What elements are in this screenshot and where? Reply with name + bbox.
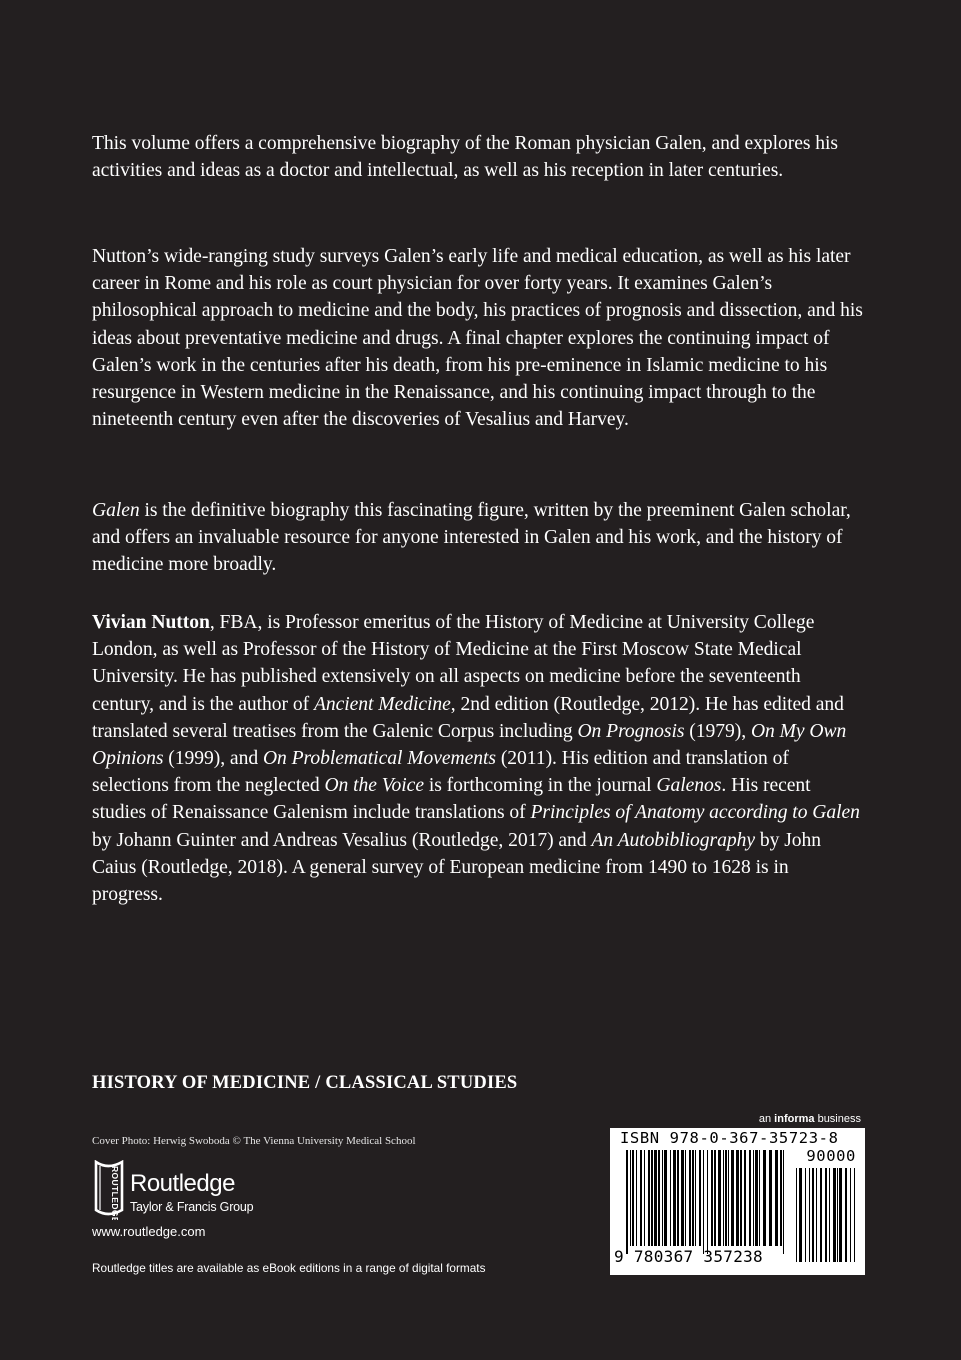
ean-number: 9 780367 357238 bbox=[614, 1247, 763, 1266]
informa-tagline bbox=[759, 1113, 861, 1125]
barcode-bar bbox=[799, 1168, 802, 1262]
bio-text: . His recent studies of Renaissance Galenism include translations of bbox=[92, 775, 811, 824]
publisher-name: Routledge bbox=[130, 1170, 235, 1197]
barcode-bar bbox=[685, 1150, 686, 1246]
barcode-bar bbox=[805, 1168, 806, 1262]
barcode-bar bbox=[812, 1168, 814, 1262]
barcode-bar bbox=[662, 1150, 663, 1246]
publisher-website[interactable]: www.routledge.com bbox=[92, 1224, 206, 1239]
barcode-bar bbox=[775, 1150, 778, 1246]
blurb-text: is the definitive biography this fascinating figure, written by the preeminent Galen scholar, and offers an invaluable resource for anyone interested in Galen and his work, and the history of medicine more broadly. bbox=[92, 500, 851, 576]
barcode-bar bbox=[626, 1150, 628, 1254]
barcode-bar bbox=[837, 1168, 838, 1262]
barcode-bar bbox=[809, 1168, 810, 1262]
work-title: On My Own Opinions bbox=[92, 720, 847, 770]
barcode-bar bbox=[711, 1150, 713, 1246]
barcode-bar bbox=[644, 1150, 645, 1246]
routledge-book-icon bbox=[92, 1160, 126, 1220]
barcode-bar bbox=[820, 1168, 822, 1262]
barcode-bar bbox=[681, 1150, 684, 1246]
barcode-bar bbox=[689, 1150, 691, 1246]
bio-text: by John Caius (Routledge, 2018). A general survey of European medicine from 1490 to 1628 is in progress. bbox=[92, 829, 822, 906]
blurb-paragraph-3 bbox=[92, 497, 864, 579]
barcode-bar bbox=[654, 1150, 657, 1246]
barcode-bar bbox=[825, 1168, 827, 1262]
work-title: An Autobibliography bbox=[591, 829, 756, 851]
informa-prefix: an bbox=[758, 1113, 775, 1125]
barcode-bar bbox=[718, 1150, 721, 1246]
barcode-bar bbox=[632, 1150, 634, 1246]
book-title: Galen bbox=[92, 500, 140, 521]
barcode-bar bbox=[651, 1150, 653, 1246]
work-title: On Prognosis bbox=[577, 720, 685, 742]
blurb-paragraph-1: This volume offers a comprehensive biography of the Roman physician Galen, and explores his activities and ideas as a doctor and intellectual, as well as his reception in later centuries. bbox=[92, 133, 838, 182]
barcode-bar bbox=[753, 1150, 754, 1246]
barcode bbox=[610, 1128, 865, 1275]
work-title: On Problematical Movements bbox=[262, 748, 496, 770]
barcode-bar bbox=[692, 1150, 694, 1246]
author-bio bbox=[92, 609, 864, 908]
work-title: Galenos bbox=[656, 775, 722, 797]
barcode-bar bbox=[731, 1150, 734, 1246]
cover-credit: Cover Photo: Herwig Swoboda © The Vienna University Medical School bbox=[92, 1135, 416, 1147]
barcode-bar bbox=[839, 1168, 842, 1262]
barcode-bar bbox=[658, 1150, 660, 1246]
routledge-logo bbox=[92, 1160, 282, 1220]
barcode-bar bbox=[759, 1150, 760, 1246]
barcode-bar bbox=[673, 1150, 676, 1246]
work-title: Ancient Medicine bbox=[313, 693, 451, 715]
barcode-bar bbox=[769, 1150, 772, 1246]
subject-category: HISTORY OF MEDICINE / CLASSICAL STUDIES bbox=[92, 1073, 518, 1093]
barcode-bar bbox=[699, 1150, 701, 1246]
blurb-paragraph-2: Nutton’s wide-ranging study surveys Galen’s early life and medical education, as well as his later career in Rome and his role as court physician for over forty years. It examines Galen’s philosophical approach to medicine and the body, his practices of prognosis and dissection, and his ideas about preventative medicine and drugs. A final chapter explores the continuing impact of Galen’s work in the centuries after his death, from his pre-eminence in Islamic medicine to his resurgence in Western medicine in the Renaissance, and his continuing impact through to the nineteenth century even after the discoveries of Vesalius and Harvey. bbox=[92, 246, 863, 431]
price-addon: 90000 bbox=[806, 1147, 856, 1165]
ebook-note: Routledge titles are available as eBook editions in a range of digital formats bbox=[92, 1261, 486, 1275]
bio-text: , 2nd edition (Routledge, 2012). He has edited and translated several treatises from the Galenic Corpus including bbox=[92, 693, 844, 742]
barcode-bar bbox=[744, 1150, 746, 1246]
barcode-bar bbox=[854, 1168, 855, 1262]
isbn-number: ISBN 978-0-367-35723-8 bbox=[620, 1129, 839, 1147]
bio-text: is forthcoming in the journal bbox=[423, 775, 657, 797]
work-title: Principles of Anatomy according to Galen bbox=[530, 802, 860, 824]
barcode-bar bbox=[850, 1168, 851, 1262]
barcode-bar bbox=[725, 1150, 727, 1246]
barcode-bar bbox=[833, 1168, 836, 1262]
barcode-bar bbox=[829, 1168, 830, 1262]
barcode-bar bbox=[703, 1150, 704, 1254]
publisher-group: Taylor & Francis Group bbox=[130, 1200, 254, 1214]
bio-text: by Johann Guinter and Andreas Vesalius (Routledge, 2017) and bbox=[92, 829, 592, 851]
barcode-bar bbox=[736, 1150, 739, 1246]
informa-brand: informa bbox=[774, 1113, 815, 1125]
barcode-bar bbox=[670, 1150, 671, 1246]
author-name: Vivian Nutton bbox=[92, 612, 210, 633]
barcode-bar bbox=[664, 1150, 667, 1246]
barcode-bar bbox=[630, 1150, 631, 1246]
bio-text: (1999), and bbox=[163, 748, 263, 770]
barcode-bar bbox=[845, 1168, 847, 1262]
barcode-bar bbox=[677, 1150, 679, 1246]
informa-suffix: business bbox=[814, 1113, 861, 1125]
barcode-bar bbox=[763, 1150, 766, 1246]
barcode-bar bbox=[723, 1150, 724, 1246]
barcode-bar bbox=[636, 1150, 637, 1246]
barcode-bar bbox=[728, 1150, 729, 1246]
barcode-bar bbox=[755, 1150, 758, 1246]
barcode-bar bbox=[749, 1150, 751, 1246]
barcode-bar bbox=[648, 1150, 650, 1246]
barcode-bar bbox=[695, 1150, 696, 1246]
barcode-bar bbox=[714, 1150, 716, 1246]
barcode-bar bbox=[783, 1150, 784, 1254]
bio-text: , FBA, is Professor emeritus of the History of Medicine at University College London, as well as Professor of the History of Medicine at the First Moscow State Medical University. He has published extensively on all aspects on medicine before the seventeenth century, and is the author of bbox=[92, 612, 815, 715]
work-title: On the Voice bbox=[324, 775, 424, 797]
barcode-bar bbox=[816, 1168, 817, 1262]
bio-text: (1979), bbox=[684, 720, 751, 742]
barcode-bar bbox=[640, 1150, 642, 1246]
barcode-bar bbox=[796, 1168, 797, 1262]
barcode-bar bbox=[707, 1150, 708, 1254]
barcode-bar bbox=[740, 1150, 742, 1246]
bio-text: (2011). His edition and translation of selections from the neglected bbox=[92, 748, 789, 797]
logo-vertical-text: ROUTLEDGE bbox=[110, 1166, 120, 1220]
barcode-bar bbox=[780, 1150, 782, 1246]
